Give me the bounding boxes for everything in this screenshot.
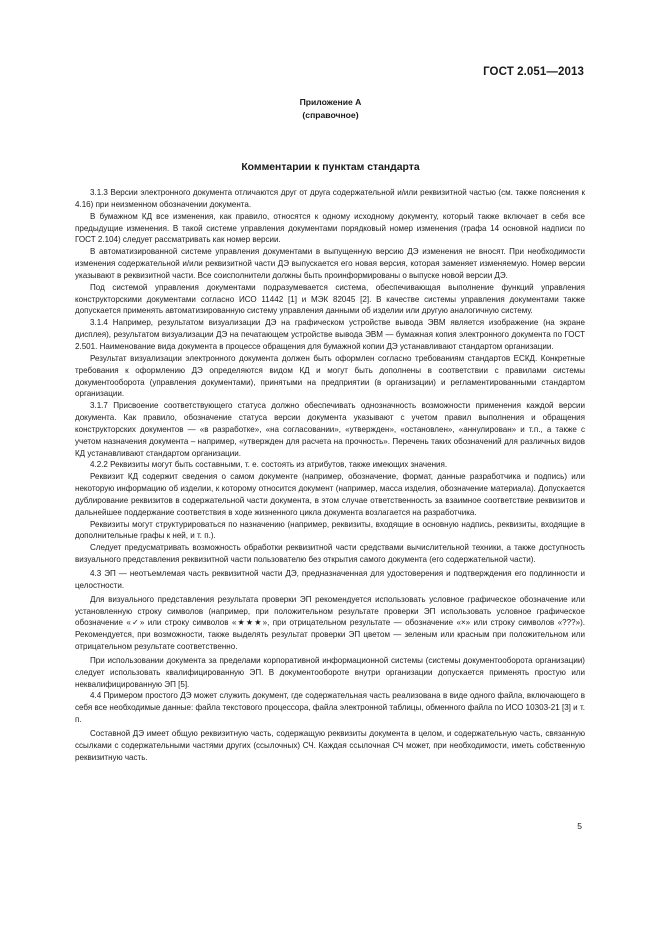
paragraph: Реквизиты могут структурироваться по назначению (например, реквизиты, входящие в основную надпись, реквизиты, входящие в дополнительные графы к ней, и т. п.). [75,519,585,541]
paragraph: В автоматизированной системе управления документами в выпущенную версию ДЭ изменения не вносят. При необходимости изменения содержательной и/или реквизитной части ДЭ выпускается его новая версия, которая заменяет изменяемую. Номер версии указывают в реквизитной части. Все соисполнители должны быть проинформированы о выпуске новой версии ДЭ. [75,247,585,280]
paragraph: Результат визуализации электронного документа должен быть оформлен согласно требованиям стандартов ЕСКД. Конкретные требования к оформлению ДЭ определяются видом КД и могут быть дополнены в соответствии с правилами системы документооборота (управления документами), принятыми на предприятии (в организации) и регламентированными стандартом организации. [75,353,585,399]
section-title: Комментарии к пунктам стандарта [241,162,420,173]
annex-subtitle: (справочное) [302,110,359,120]
paragraph: 4.2.2 Реквизиты могут быть составными, т. е. состоять из атрибутов, также имеющих значения. [90,460,448,470]
paragraph: Составной ДЭ имеет общую реквизитную часть, содержащую реквизиты документа в целом, и содержательную часть, связанную ссылками с содержательными частями других (ссылочных) СЧ. Каждая ссылочная СЧ может, при необходимости, иметь собственную реквизитную часть. [75,728,585,762]
paragraph: В бумажном КД все изменения, как правило, относятся к одному исходному документу, который также включает в себя все предыдущие изменения. В такой системе управления документами порядковый номер изменения (графа 14 основной надписи по ГОСТ 2.104) следует рассматривать как номер версии. [75,211,585,245]
paragraph: 3.1.7 Присвоение соответствующего статуса должно обеспечивать однозначность возможности применения каждой версии документа. Как правило, обозначение статуса версии документа указывают с учетом правил выполнения и обращения конструкторских документов — «в разработке», «на согласовании», «утвержден», «остановлен», «аннулирован» и т.п., а также с учетом назначения документа – например, «утвержден для расчета на прочность». Перечень таких обозначений для различных видов КД устанавливают стандартом организации. [75,401,585,458]
standard-header: ГОСТ 2.051—2013 [483,66,584,78]
paragraph: Для визуального представления результата проверки ЭП рекомендуется использовать условное графическое обозначение или установленную строку символов (например, при положительном результате проверки ЭП использовать условное графическое обозначение «✓» или строку символов «★★★», при отрицательном результате — обозначение «×» или строку символов «???»). Рекомендуется, при возможности, также выделять результат проверки ЭП цветом — зеленым или красным при положительном или отрицательном результате соответственно. [75,594,585,652]
page-number: 5 [577,821,582,831]
paragraph: 3.1.4 Например, результатом визуализации ДЭ на графическом устройстве вывода ЭВМ является изображение (на экране дисплея), результатом визуализации ДЭ на печатающем устройстве вывода ЭВМ — бумажная копия электронного документа по ГОСТ 2.501. Наименование вида документа в процессе обращения для бумажной копии ДЭ устанавливают стандартом организации. [75,318,585,351]
paragraph: Под системой управления документами подразумевается система, обеспечивающая выполнение функций управления конструкторскими документами согласно ИСО 11442 [1] и МЭК 82045 [2]. В качестве системы управления документами также допускается применять автоматизированную систему управления данными об изделии или другую аналогичную систему. [75,282,585,316]
paragraph: 3.1.3 Версии электронного документа отличаются друг от друга содержательной и/или реквизитной частью (см. также пояснения к 4.16) при неизменном обозначении документа. [75,188,585,209]
body-text [75,187,585,764]
annex-heading [0,96,661,122]
annex-title: Приложение А [299,97,362,107]
paragraph: При использовании документа за пределами корпоративной информационной системы (системы документооборота организации) следует использовать квалифицированную ЭП. В документообороте внутри организации допускается применять простую или неквалифицированную ЭП [5]. [75,655,585,689]
paragraph: Реквизит КД содержит сведения о самом документе (например, обозначение, формат, данные разработчика и подпись) или некоторую информацию об изделии, к которому относится документ (например, масса изделия, обозначение материала). Допускается дублирование реквизитов в содержательной части документа, в этом случае ответственность за взаимное соответствие реквизитов и дальнейшее поддержание соответствия в ходе жизненного цикла документа возлагается на разработчика. [75,472,585,517]
paragraph: Следует предусматривать возможность обработки реквизитной части средствами вычислительной техники, а также доступность визуального представления реквизитной части пользователю без открытия самого документа (его содержательной части). [75,543,585,565]
paragraph: 4.4 Примером простого ДЭ может служить документ, где содержательная часть реализована в виде одного файла, включающего в себя все необходимые данные: файла текстового процессора, файла электронной таблицы, обменного файла по ИСО 10303-21 [3] и т. п. [75,691,585,725]
paragraph: 4.3 ЭП — неотъемлемая часть реквизитной части ДЭ, предназначенная для удостоверения и подтверждения его подлинности и целостности. [75,569,585,590]
